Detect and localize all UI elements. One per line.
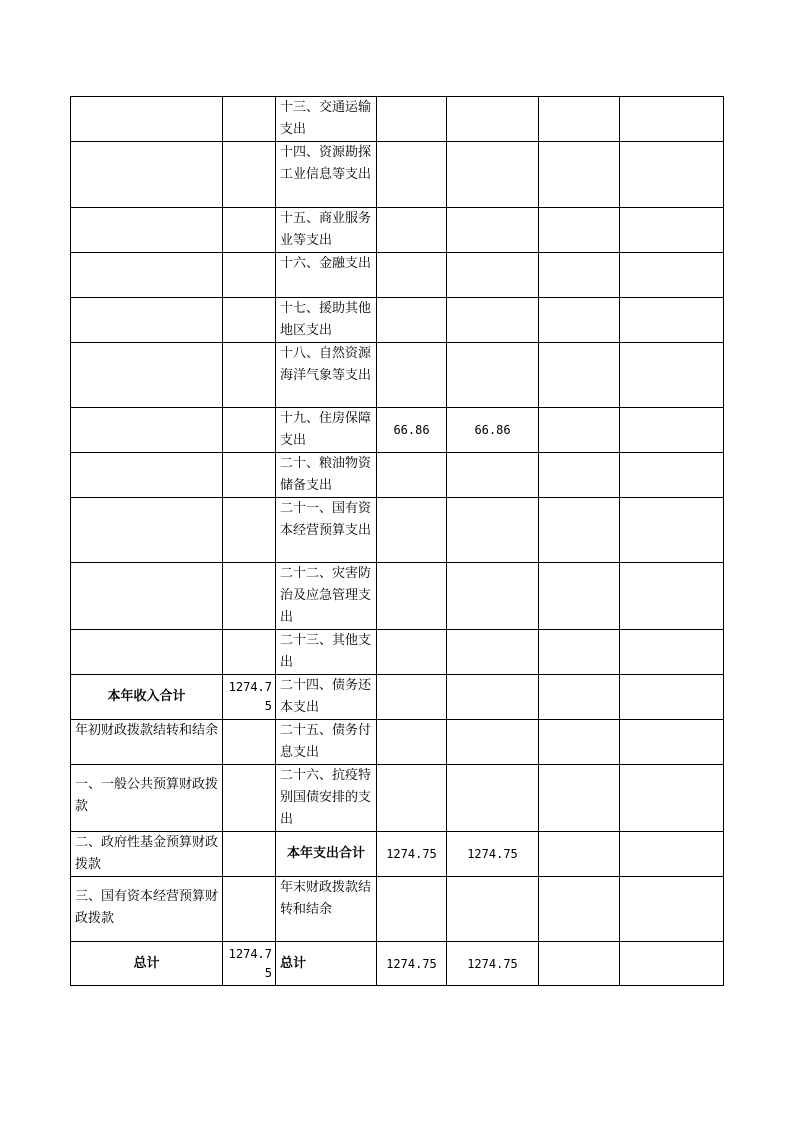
- table-row: [71, 343, 724, 408]
- expense-col4-cell: [620, 942, 724, 986]
- table-row: [71, 675, 724, 720]
- expense-col3-cell: [539, 498, 620, 563]
- expense-col4-cell: [620, 498, 724, 563]
- income-label-cell: [71, 498, 223, 563]
- table-row: [71, 942, 724, 986]
- expense-col4-cell: [620, 563, 724, 630]
- table-row: [71, 720, 724, 765]
- expense-col1-cell: [377, 563, 447, 630]
- expense-col4-cell: [620, 97, 724, 142]
- expense-col1-cell: [377, 97, 447, 142]
- income-amount-cell: [223, 253, 276, 298]
- income-amount-cell: [223, 142, 276, 208]
- income-amount-cell: [223, 877, 276, 942]
- expense-col4-cell: [620, 453, 724, 498]
- expense-col3-cell: [539, 142, 620, 208]
- expense-col1-cell: 66.86: [377, 408, 447, 453]
- expense-col3-cell: [539, 630, 620, 675]
- expense-label-cell: 十四、资源勘探工业信息等支出: [276, 142, 377, 208]
- expense-col3-cell: [539, 877, 620, 942]
- expense-label-cell: 二十二、灾害防治及应急管理支出: [276, 563, 377, 630]
- expense-label-cell: 十六、金融支出: [276, 253, 377, 298]
- expense-col1-cell: [377, 298, 447, 343]
- income-amount-cell: [223, 208, 276, 253]
- expense-label-cell: 总计: [276, 942, 377, 986]
- expense-col4-cell: [620, 630, 724, 675]
- expense-col1-cell: [377, 142, 447, 208]
- expense-col2-cell: [447, 253, 539, 298]
- income-amount-cell: [223, 298, 276, 343]
- expense-col4-cell: [620, 675, 724, 720]
- expense-col3-cell: [539, 675, 620, 720]
- expense-col3-cell: [539, 97, 620, 142]
- expense-col4-cell: [620, 408, 724, 453]
- income-label-cell: [71, 630, 223, 675]
- table-row: [71, 630, 724, 675]
- expense-col1-cell: 1274.75: [377, 942, 447, 986]
- income-label-cell: [71, 453, 223, 498]
- expense-label-cell: 本年支出合计: [276, 832, 377, 877]
- income-amount-cell: [223, 720, 276, 765]
- expense-col4-cell: [620, 298, 724, 343]
- table-row: [71, 498, 724, 563]
- expense-col4-cell: [620, 142, 724, 208]
- income-amount-cell: [223, 498, 276, 563]
- income-amount-cell: [223, 408, 276, 453]
- expense-label-cell: 十三、交通运输支出: [276, 97, 377, 142]
- income-label-cell: 二、政府性基金预算财政拨款: [71, 832, 223, 877]
- expense-col4-cell: [620, 832, 724, 877]
- expense-col2-cell: [447, 97, 539, 142]
- expense-col1-cell: [377, 453, 447, 498]
- expense-label-cell: 二十、粮油物资储备支出: [276, 453, 377, 498]
- income-amount-cell: 1274.75: [223, 942, 276, 986]
- income-amount-cell: [223, 343, 276, 408]
- income-label-cell: 年初财政拨款结转和结余: [71, 720, 223, 765]
- expense-col2-cell: [447, 453, 539, 498]
- expense-col1-cell: [377, 343, 447, 408]
- expense-col1-cell: 1274.75: [377, 832, 447, 877]
- table-row: [71, 765, 724, 832]
- expense-col1-cell: [377, 630, 447, 675]
- table-row: [71, 563, 724, 630]
- expense-label-cell: 二十六、抗疫特别国债安排的支出: [276, 765, 377, 832]
- expense-col3-cell: [539, 720, 620, 765]
- expense-col2-cell: [447, 720, 539, 765]
- expense-col1-cell: [377, 877, 447, 942]
- income-amount-cell: [223, 630, 276, 675]
- income-amount-cell: [223, 832, 276, 877]
- income-label-cell: [71, 408, 223, 453]
- income-label-cell: [71, 563, 223, 630]
- income-amount-cell: [223, 563, 276, 630]
- expense-col4-cell: [620, 720, 724, 765]
- expense-col1-cell: [377, 720, 447, 765]
- expense-col3-cell: [539, 942, 620, 986]
- expense-label-cell: 十九、住房保障支出: [276, 408, 377, 453]
- expense-col1-cell: [377, 765, 447, 832]
- income-label-cell: [71, 343, 223, 408]
- expense-col3-cell: [539, 343, 620, 408]
- table-row: [71, 97, 724, 142]
- table-row: [71, 832, 724, 877]
- expense-col2-cell: [447, 765, 539, 832]
- budget-table: [70, 96, 724, 986]
- expense-col2-cell: [447, 498, 539, 563]
- expense-col3-cell: [539, 453, 620, 498]
- expense-label-cell: 二十五、债务付息支出: [276, 720, 377, 765]
- income-label-cell: [71, 97, 223, 142]
- income-label-cell: [71, 208, 223, 253]
- expense-label-cell: 二十四、债务还本支出: [276, 675, 377, 720]
- expense-col4-cell: [620, 208, 724, 253]
- table-row: [71, 208, 724, 253]
- expense-col3-cell: [539, 832, 620, 877]
- expense-col3-cell: [539, 253, 620, 298]
- expense-col3-cell: [539, 408, 620, 453]
- expense-col4-cell: [620, 877, 724, 942]
- income-label-cell: 总计: [71, 942, 223, 986]
- expense-col2-cell: [447, 298, 539, 343]
- income-label-cell: [71, 142, 223, 208]
- expense-col3-cell: [539, 563, 620, 630]
- income-amount-cell: [223, 765, 276, 832]
- expense-col4-cell: [620, 343, 724, 408]
- expense-col3-cell: [539, 765, 620, 832]
- income-amount-cell: [223, 453, 276, 498]
- expense-label-cell: 十七、援助其他地区支出: [276, 298, 377, 343]
- expense-col1-cell: [377, 253, 447, 298]
- expense-col4-cell: [620, 765, 724, 832]
- income-label-cell: 三、国有资本经营预算财政拨款: [71, 877, 223, 942]
- table-row: [71, 408, 724, 453]
- expense-col2-cell: [447, 563, 539, 630]
- expense-col4-cell: [620, 253, 724, 298]
- income-label-cell: 一、一般公共预算财政拨款: [71, 765, 223, 832]
- expense-label-cell: 年末财政拨款结转和结余: [276, 877, 377, 942]
- expense-label-cell: 十八、自然资源海洋气象等支出: [276, 343, 377, 408]
- expense-col3-cell: [539, 208, 620, 253]
- table-row: [71, 253, 724, 298]
- income-label-cell: 本年收入合计: [71, 675, 223, 720]
- table-row: [71, 877, 724, 942]
- expense-col2-cell: 66.86: [447, 408, 539, 453]
- expense-col2-cell: [447, 630, 539, 675]
- income-amount-cell: 1274.75: [223, 675, 276, 720]
- expense-label-cell: 二十三、其他支出: [276, 630, 377, 675]
- income-label-cell: [71, 253, 223, 298]
- expense-col2-cell: [447, 343, 539, 408]
- expense-label-cell: 十五、商业服务业等支出: [276, 208, 377, 253]
- income-amount-cell: [223, 97, 276, 142]
- expense-col1-cell: [377, 208, 447, 253]
- income-label-cell: [71, 298, 223, 343]
- expense-col3-cell: [539, 298, 620, 343]
- expense-col2-cell: [447, 208, 539, 253]
- expense-col2-cell: [447, 142, 539, 208]
- expense-col1-cell: [377, 498, 447, 563]
- expense-col1-cell: [377, 675, 447, 720]
- table-row: [71, 142, 724, 208]
- expense-col2-cell: 1274.75: [447, 832, 539, 877]
- table-row: [71, 453, 724, 498]
- expense-col2-cell: [447, 877, 539, 942]
- expense-label-cell: 二十一、国有资本经营预算支出: [276, 498, 377, 563]
- table-row: [71, 298, 724, 343]
- expense-col2-cell: 1274.75: [447, 942, 539, 986]
- expense-col2-cell: [447, 675, 539, 720]
